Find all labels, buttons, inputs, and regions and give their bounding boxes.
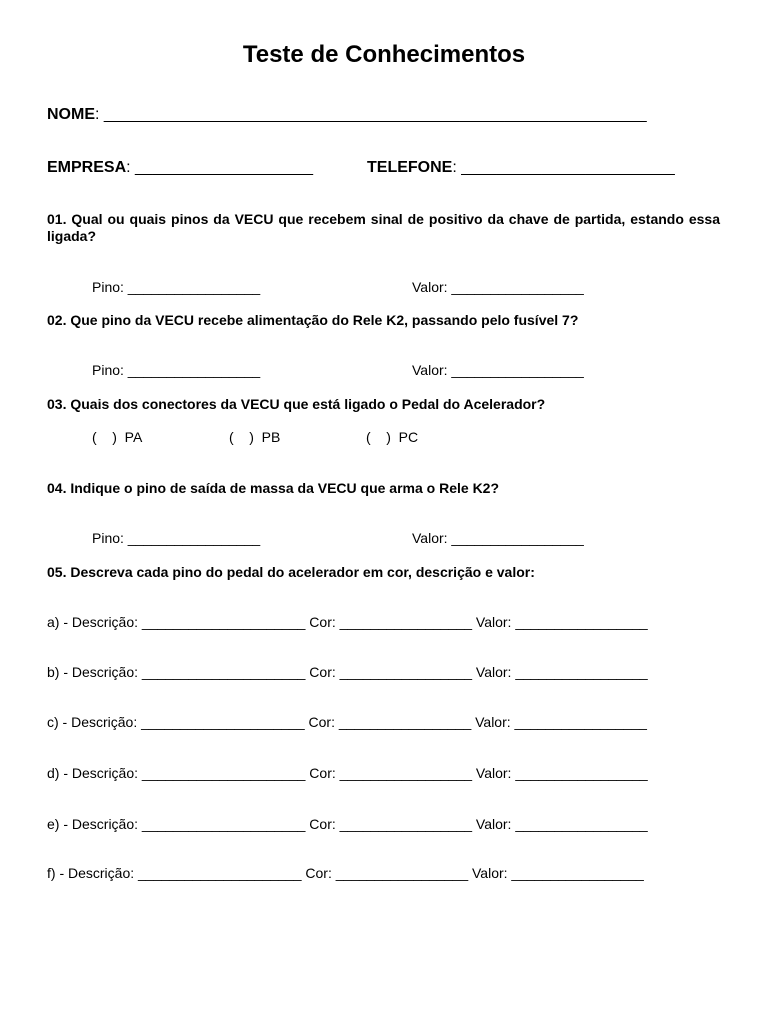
q5-row-d: d) - Descrição: _____________________ Cor: _________________ Valor: _________________ [47,765,648,781]
empresa-label: EMPRESA [47,159,127,176]
q2-pino-field: Pino: _________________ [92,362,261,378]
empresa-line: : ____________________ [126,159,313,176]
q5-row-b: b) - Descrição: _____________________ Cor: _________________ Valor: _________________ [47,664,648,680]
q5-row-a: a) - Descrição: _____________________ Cor: _________________ Valor: _________________ [47,614,648,630]
page-title: Teste de Conhecimentos [242,41,526,68]
telefone-row [367,159,675,177]
question-02: 02. Que pino da VECU recebe alimentação do Rele K2, passando pelo fusível 7? [47,312,579,328]
q3-option-pb: ( ) PB [229,429,281,445]
question-01: 01. Qual ou quais pinos da VECU que recebem sinal de positivo da chave de partida, estando essa ligada? [47,211,720,244]
question-03: 03. Quais dos conectores da VECU que está ligado o Pedal do Acelerador? [47,396,546,412]
nome-row [47,106,647,124]
question-04: 04. Indique o pino de saída de massa da VECU que arma o Rele K2? [47,480,500,496]
q5-row-f: f) - Descrição: _____________________ Cor: _________________ Valor: _________________ [47,865,644,881]
q4-pino-field: Pino: _________________ [92,530,261,546]
q2-valor-field: Valor: _________________ [412,362,584,378]
nome-line: : _____________________________________________________________ [95,106,647,123]
q3-option-pa: ( ) PA [92,429,143,445]
telefone-line: : ________________________ [452,159,675,176]
nome-label: NOME [47,106,95,123]
q1-pino-field: Pino: _________________ [92,279,261,295]
q5-row-e: e) - Descrição: _____________________ Cor: _________________ Valor: _________________ [47,816,648,832]
q1-valor-field: Valor: _________________ [412,279,584,295]
q4-valor-field: Valor: _________________ [412,530,584,546]
empresa-row [47,159,313,177]
q3-option-pc: ( ) PC [366,429,419,445]
telefone-label: TELEFONE [367,159,453,176]
q5-row-c: c) - Descrição: _____________________ Cor: _________________ Valor: _________________ [47,714,647,730]
question-05: 05. Descreva cada pino do pedal do acelerador em cor, descrição e valor: [47,564,535,580]
